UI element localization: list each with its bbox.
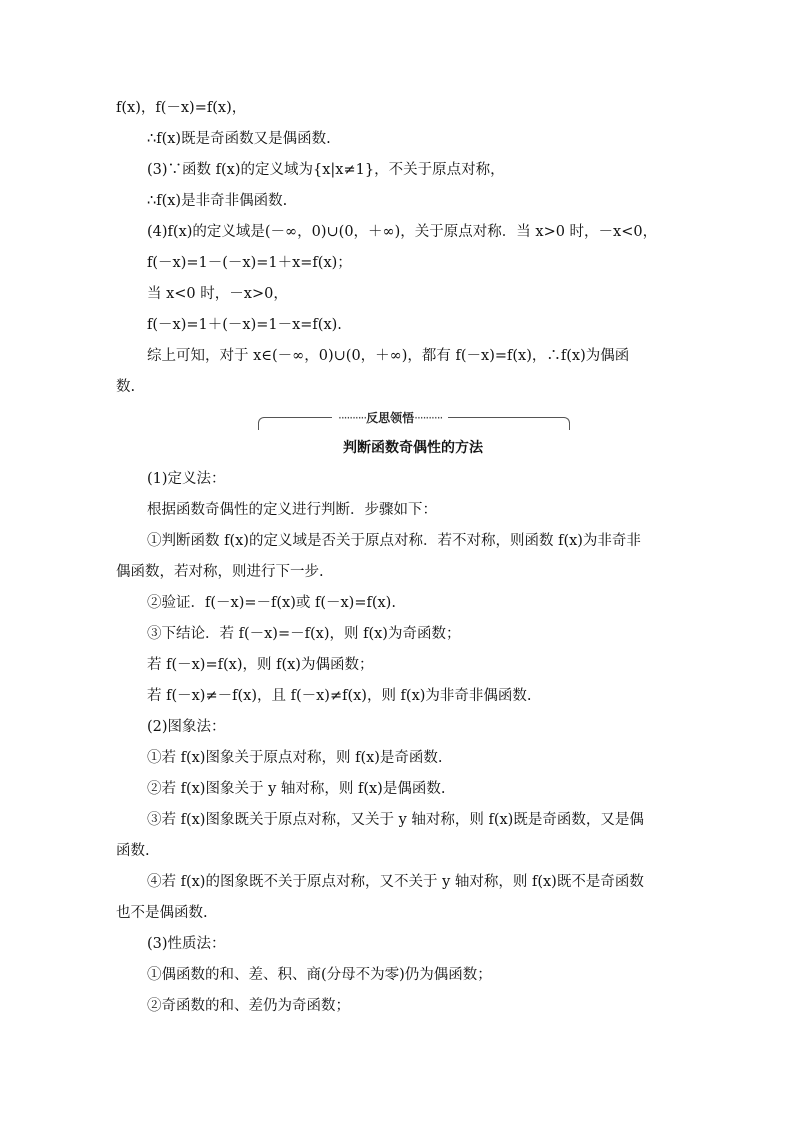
text-line: ②奇函数的和、差仍为奇函数； bbox=[147, 998, 350, 1014]
text-line: 当 x<0 时，－x>0， bbox=[147, 286, 288, 302]
text-line: 若 f(－x)≠－f(x)，且 f(－x)≠f(x)，则 f(x)为非奇非偶函数. bbox=[147, 688, 532, 704]
text-line: ②验证．f(－x)=－f(x)或 f(－x)=f(x). bbox=[147, 595, 396, 611]
text-line: (2)图象法： bbox=[147, 719, 226, 735]
text-line: 偶函数，若对称，则进行下一步. bbox=[116, 564, 324, 580]
text-line: (1)定义法： bbox=[147, 471, 226, 487]
text-line: ①若 f(x)图象关于原点对称，则 f(x)是奇函数. bbox=[147, 750, 443, 766]
section-title: 判断函数奇偶性的方法 bbox=[343, 440, 483, 456]
text-line: ④若 f(x)的图象既不关于原点对称，又不关于 y 轴对称，则 f(x)既不是奇函数 bbox=[147, 874, 644, 890]
text-line: 综上可知，对于 x∈(－∞，0)∪(0，＋∞)，都有 f(－x)=f(x)，∴f(x)为偶函 bbox=[147, 348, 630, 364]
text-line: (3)∵函数 f(x)的定义域为{x|x≠1}，不关于原点对称， bbox=[147, 162, 505, 178]
text-line: 也不是偶函数. bbox=[116, 905, 208, 921]
text-line: (4)f(x)的定义域是(－∞，0)∪(0，＋∞)，关于原点对称．当 x>0 时，－x<0， bbox=[147, 224, 658, 240]
text-line: ①偶函数的和、差、积、商(分母不为零)仍为偶函数； bbox=[147, 967, 492, 983]
text-line: f(x)，f(－x)=f(x)， bbox=[116, 100, 247, 116]
banner-label bbox=[332, 410, 448, 428]
text-line: 函数. bbox=[116, 843, 150, 859]
text-line: ①判断函数 f(x)的定义域是否关于原点对称．若不对称，则函数 f(x)为非奇非 bbox=[147, 533, 641, 549]
text-line: ③若 f(x)图象既关于原点对称，又关于 y 轴对称，则 f(x)既是奇函数，又是偶 bbox=[147, 812, 644, 828]
text-line: ∴f(x)既是奇函数又是偶函数. bbox=[147, 131, 331, 147]
text-line: f(－x)=1＋(－x)=1－x=f(x). bbox=[147, 317, 342, 333]
text-line: 数. bbox=[116, 379, 136, 395]
text-line: (3)性质法： bbox=[147, 936, 226, 952]
text-line: 根据函数奇偶性的定义进行判断．步骤如下： bbox=[147, 502, 437, 518]
text-line: f(－x)=1－(－x)=1＋x=f(x)； bbox=[147, 255, 352, 271]
section-banner bbox=[258, 410, 570, 430]
text-line: ②若 f(x)图象关于 y 轴对称，则 f(x)是偶函数. bbox=[147, 781, 446, 797]
text-line: 若 f(－x)=f(x)，则 f(x)为偶函数； bbox=[147, 657, 374, 673]
banner-dots-left: ·········· bbox=[338, 411, 367, 425]
banner-dots-right: ·········· bbox=[414, 411, 443, 425]
text-line: ∴f(x)是非奇非偶函数. bbox=[147, 193, 288, 209]
banner-title: 反思领悟 bbox=[366, 411, 415, 425]
text-line: ③下结论．若 f(－x)=－f(x)，则 f(x)为奇函数； bbox=[147, 626, 461, 642]
